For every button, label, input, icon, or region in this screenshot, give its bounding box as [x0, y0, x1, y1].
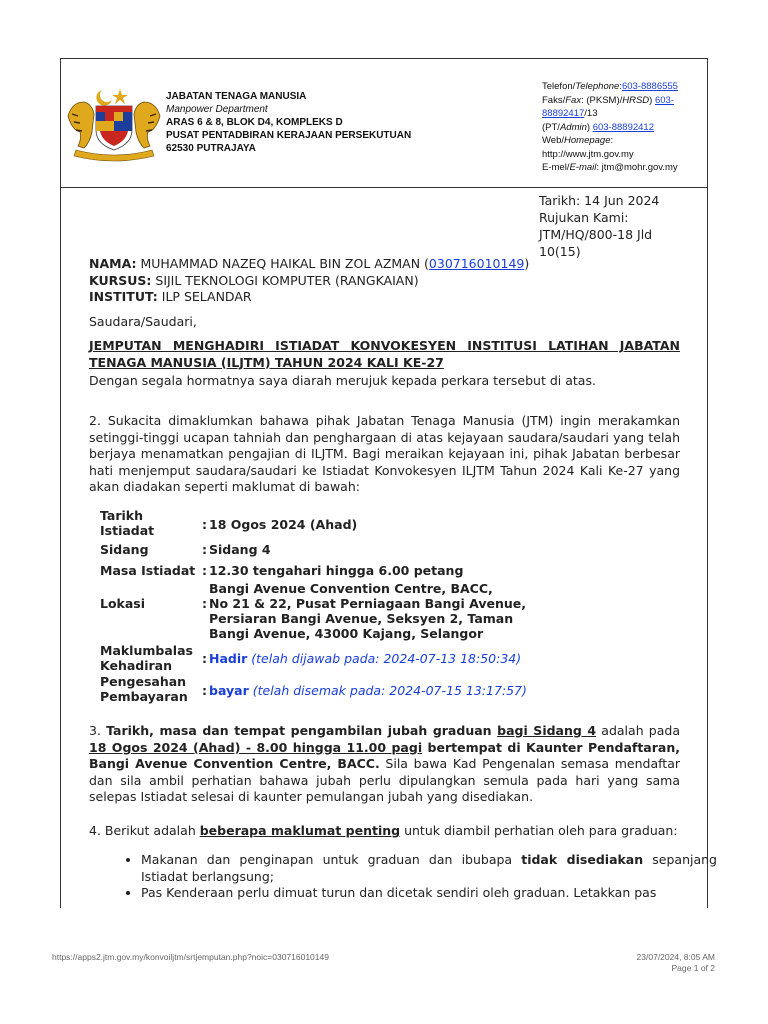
- recipient-block: [89, 256, 529, 306]
- print-footer-meta: [637, 952, 715, 974]
- reference-number-2: 10(15): [539, 244, 581, 259]
- detail-payment-value: [209, 683, 629, 698]
- payment-status: bayar: [209, 683, 249, 698]
- page-frame-left: [60, 58, 61, 908]
- paragraph-1: Dengan segala hormatnya saya diarah merujuk kepada perkara tersebut di atas.: [89, 373, 596, 388]
- recipient-name: NAMA: MUHAMMAD NAZEQ HAIKAL BIN ZOL AZMAN (030716010149): [89, 256, 530, 271]
- paragraph-2: 2. Sukacita dimaklumkan bahawa pihak Jabatan Tenaga Manusia (JTM) ingin merakamkan setinggi-tinggi ucapan tahniah dan penghargaan di atas kejayaan saudara/saudari yang telah berjaya menamatkan pengajian di ILJTM. Bagi meraikan kejayaan ini, pihak Jabatan berbesar hati menjemput saudara/saudari ke Istiadat Konvokesyen ILJTM Tahun 2024 Kali Ke-27 yang akan diadakan seperti maklumat di bawah:: [89, 413, 680, 494]
- detail-time-value: 12.30 tengahari hingga 6.00 petang: [209, 563, 464, 578]
- contact-block: [542, 80, 704, 175]
- salutation: Saudara/Saudari,: [89, 314, 197, 329]
- detail-location-value: Bangi Avenue Convention Centre, BACC, No 21 & 22, Pusat Perniagaan Bangi Avenue, Persiaran Bangi Avenue, Seksyen 2, Taman Bangi Avenue, 43000 Kajang, Selangor: [209, 581, 526, 641]
- print-footer-url: https://apps2.jtm.gov.my/konvoiljtm/srtjemputan.php?noic=030716010149: [52, 952, 329, 962]
- fax-line-2: 88892417/13: [542, 108, 598, 119]
- department-address: [166, 90, 411, 155]
- address-line-3: 62530 PUTRAJAYA: [166, 143, 256, 154]
- admin-line: (PT/Admin) 603-88892412: [542, 121, 654, 133]
- page-frame-right: [707, 58, 708, 908]
- department-name: JABATAN TENAGA MANUSIA: [166, 91, 307, 102]
- subject-line-2: TENAGA MANUSIA (ILJTM) TAHUN 2024 KALI KE-27: [89, 354, 444, 370]
- payment-note: (telah disemak pada: 2024-07-15 13:17:57): [248, 683, 527, 698]
- paragraph-4: 4. Berikut adalah beberapa maklumat penting untuk diambil perhatian oleh para graduan:: [89, 823, 678, 838]
- address-line-1: ARAS 6 & 8, BLOK D4, KOMPLEKS D: [166, 117, 343, 128]
- web-line: Web/Homepage:: [542, 135, 614, 146]
- recipient-institute: INSTITUT: ILP SELANDAR: [89, 289, 252, 304]
- subject-line-1: JEMPUTAN MENGHADIRI ISTIADAT KONVOKESYEN INSTITUSI LATIHAN JABATAN: [89, 338, 680, 353]
- letter-date: Tarikh: 14 Jun 2024: [539, 193, 660, 208]
- department-name-en: Manpower Department: [166, 104, 268, 115]
- recipient-course: KURSUS: SIJIL TEKNOLOGI KOMPUTER (RANGKAIAN): [89, 272, 419, 288]
- page-frame-top: [60, 58, 707, 59]
- fax-line: Faks/Fax: (PKSM)/HRSD) 603-: [542, 94, 674, 106]
- admin-phone-link[interactable]: 603-88892412: [592, 121, 654, 133]
- rsvp-note: (telah dijawab pada: 2024-07-13 18:50:34): [247, 651, 522, 666]
- fax-link-1[interactable]: 603-: [654, 94, 674, 106]
- fax-link-2[interactable]: 88892417: [542, 108, 585, 119]
- telephone-line: Telefon/Telephone:603-8886555: [542, 81, 678, 92]
- header-divider: [60, 187, 707, 188]
- telephone-link[interactable]: 603-8886555: [621, 81, 678, 92]
- important-info-list: [105, 852, 717, 902]
- page-number: Page 1 of 2: [671, 963, 715, 973]
- ic-number-link[interactable]: 030716010149: [428, 256, 525, 271]
- letter-meta: [539, 192, 659, 260]
- detail-date-value: 18 Ogos 2024 (Ahad): [209, 517, 358, 532]
- coat-of-arms-icon: [62, 86, 166, 162]
- list-item: • Makanan dan penginapan untuk graduan dan ibubapa tidak disediakan sepanjang Istiadat berlangsung;: [141, 852, 717, 885]
- letter-subject: [89, 338, 680, 371]
- address-line-2: PUSAT PENTADBIRAN KERAJAAN PERSEKUTUAN: [166, 130, 412, 141]
- web-url: http://www.jtm.gov.my: [542, 148, 634, 160]
- reference-number-1: JTM/HQ/800-18 Jld: [539, 227, 653, 242]
- detail-rsvp-value: [209, 651, 629, 666]
- paragraph-3: 3. Tarikh, masa dan tempat pengambilan jubah graduan bagi Sidang 4 adalah pada 18 Ogos 2024 (Ahad) - 8.00 hingga 11.00 pagi bertempat di Kaunter Pendaftaran, Bangi Avenue Convention Centre, BACC. Sila bawa Kad Pengenalan semasa mendaftar dan sila ambil perhatian bahawa jubah perlu dipulangkan semula pada hari yang sama selepas Istiadat selesai di kaunter pemulangan jubah yang disediakan.: [89, 723, 680, 804]
- print-datetime: 23/07/2024, 8:05 AM: [636, 952, 715, 962]
- list-item: • Pas Kenderaan perlu dimuat turun dan dicetak sendiri oleh graduan. Letakkan pas: [141, 885, 717, 902]
- email-line: E-mel/E-mail: jtm@mohr.gov.my: [542, 162, 678, 173]
- rsvp-status: Hadir: [209, 651, 248, 666]
- detail-session-value: Sidang 4: [209, 542, 271, 557]
- reference-label: Rujukan Kami:: [539, 210, 629, 225]
